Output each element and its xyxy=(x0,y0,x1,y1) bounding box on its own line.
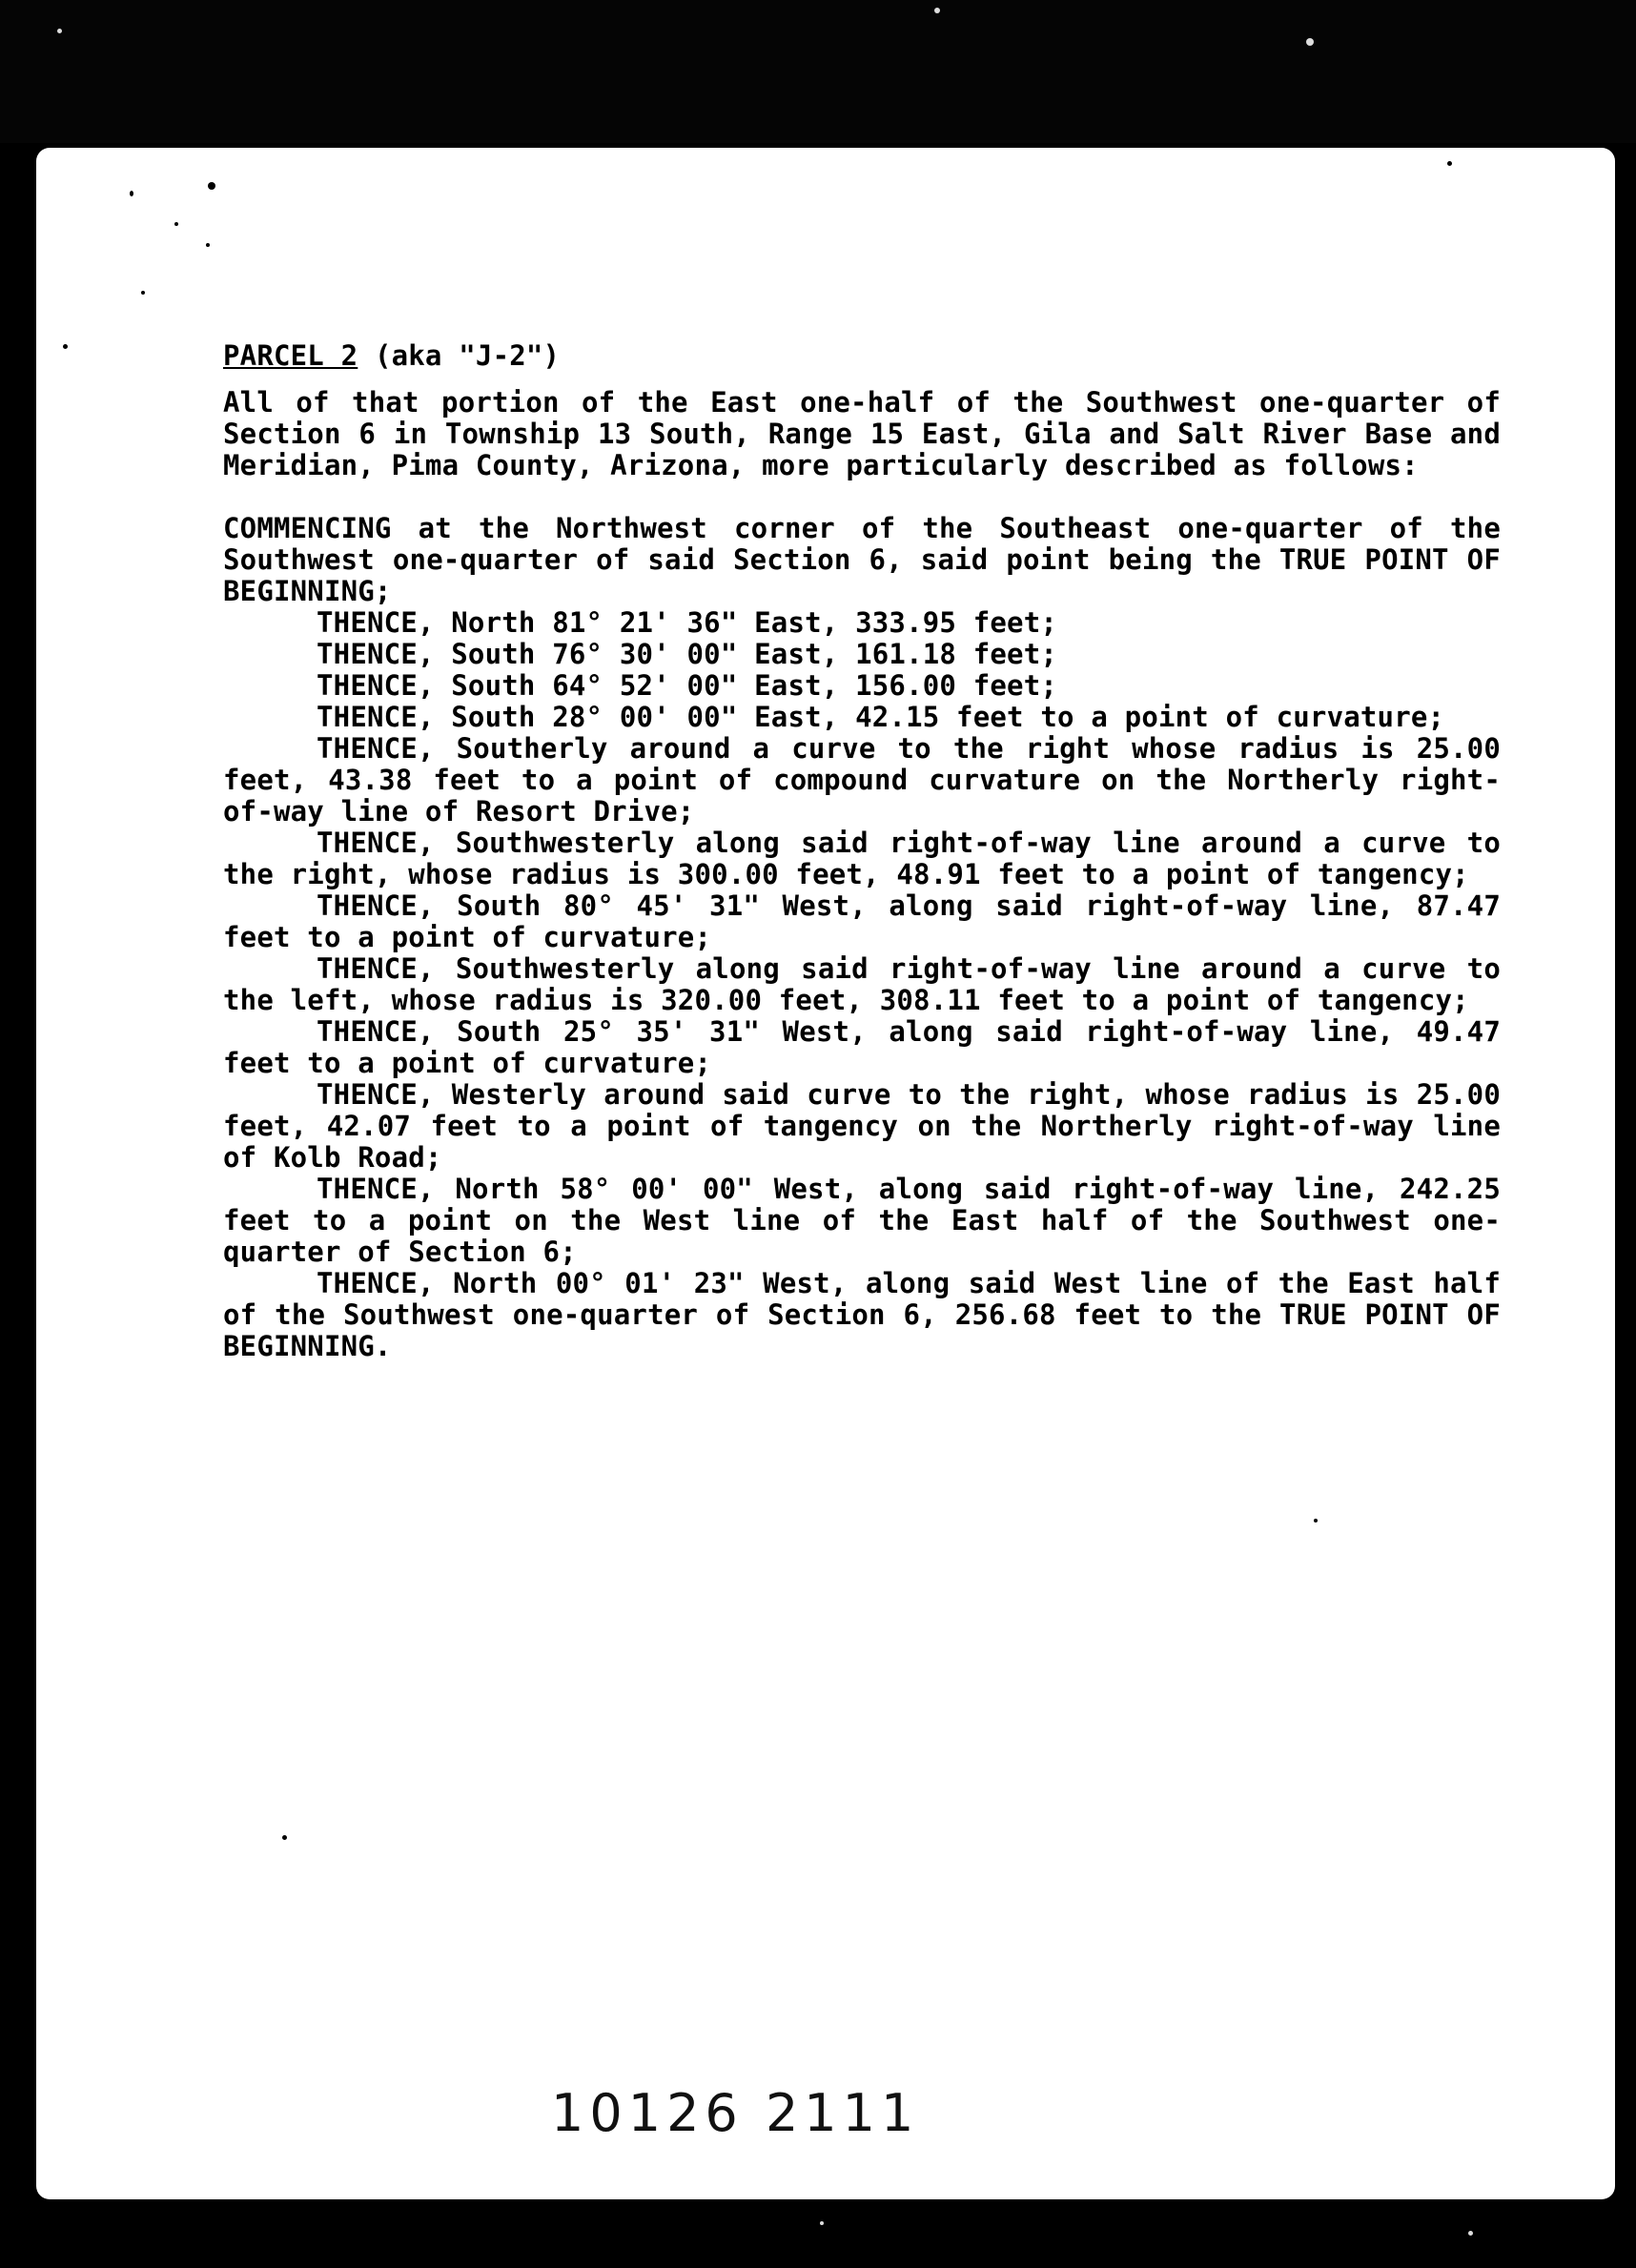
scan-dot xyxy=(141,291,145,295)
document-number: 10126 2111 xyxy=(551,2083,920,2143)
course-line: THENCE, Southwesterly along said right-of-way line around a curve to the left, whose radius is 320.00 feet, 308.11 feet to a point of tangency; xyxy=(223,952,1501,1016)
course-line: THENCE, Westerly around said curve to the right, whose radius is 25.00 feet, 42.07 feet to a point of tangency on the Northerly right-of-way line of Kolb Road; xyxy=(223,1078,1501,1174)
scan-speck xyxy=(820,2221,824,2225)
scan-dot xyxy=(63,344,68,349)
scan-speck xyxy=(934,8,940,13)
scan-dot xyxy=(174,222,178,226)
intro-paragraph: All of that portion of the East one-half of the Southwest one-quarter of Section 6 in Township 13 South, Range 15 East, Gila and Salt River Base and Meridian, Pima County, Arizona, more particularly described as follows: xyxy=(223,386,1501,481)
course-line: THENCE, South 28° 00' 00" East, 42.15 feet to a point of curvature; xyxy=(317,701,1445,733)
scan-dot xyxy=(206,243,210,247)
scan-speck xyxy=(57,29,62,33)
course-line: THENCE, North 58° 00' 00" West, along said right-of-way line, 242.25 feet to a point on the West line of the East half of the Southwest one-quarter of Section 6; xyxy=(223,1173,1501,1268)
parcel-heading xyxy=(223,340,1501,372)
legal-description xyxy=(223,340,1501,1362)
parcel-title: PARCEL 2 xyxy=(223,339,358,372)
course-line: THENCE, South 64° 52' 00" East, 156.00 feet; xyxy=(317,669,1058,702)
course-line: THENCE, South 76° 30' 00" East, 161.18 feet; xyxy=(317,638,1058,670)
parcel-aka: (aka "J-2") xyxy=(374,339,561,372)
scan-speck xyxy=(1468,2231,1473,2236)
scan-dot xyxy=(1314,1519,1318,1522)
course-line: THENCE, North 00° 01' 23" West, along said West line of the East half of the Southwest one-quarter of Section 6, 256.68 feet to the TRUE POINT OF BEGINNING. xyxy=(223,1267,1501,1362)
scan-border xyxy=(0,0,1636,143)
scan-dot xyxy=(208,182,215,190)
scan-dot xyxy=(130,191,133,196)
course-line: THENCE, South 25° 35' 31" West, along said right-of-way line, 49.47 feet to a point of curvature; xyxy=(223,1015,1501,1079)
scan-dot xyxy=(282,1835,287,1840)
paper-page xyxy=(36,148,1615,2199)
scan-speck xyxy=(1306,38,1314,46)
commencing-paragraph: COMMENCING at the Northwest corner of the Southeast one-quarter of the Southwest one-quarter of said Section 6, said point being the TRUE POINT OF BEGINNING; xyxy=(223,512,1501,607)
course-line: THENCE, North 81° 21' 36" East, 333.95 feet; xyxy=(317,606,1058,639)
course-line: THENCE, Southwesterly along said right-of-way line around a curve to the right, whose radius is 300.00 feet, 48.91 feet to a point of tangency; xyxy=(223,827,1501,890)
scan-dot xyxy=(1447,161,1452,166)
course-line: THENCE, South 80° 45' 31" West, along said right-of-way line, 87.47 feet to a point of curvature; xyxy=(223,889,1501,953)
course-line: THENCE, Southerly around a curve to the right whose radius is 25.00 feet, 43.38 feet to a point of compound curvature on the Northerly right-of-way line of Resort Drive; xyxy=(223,732,1501,828)
